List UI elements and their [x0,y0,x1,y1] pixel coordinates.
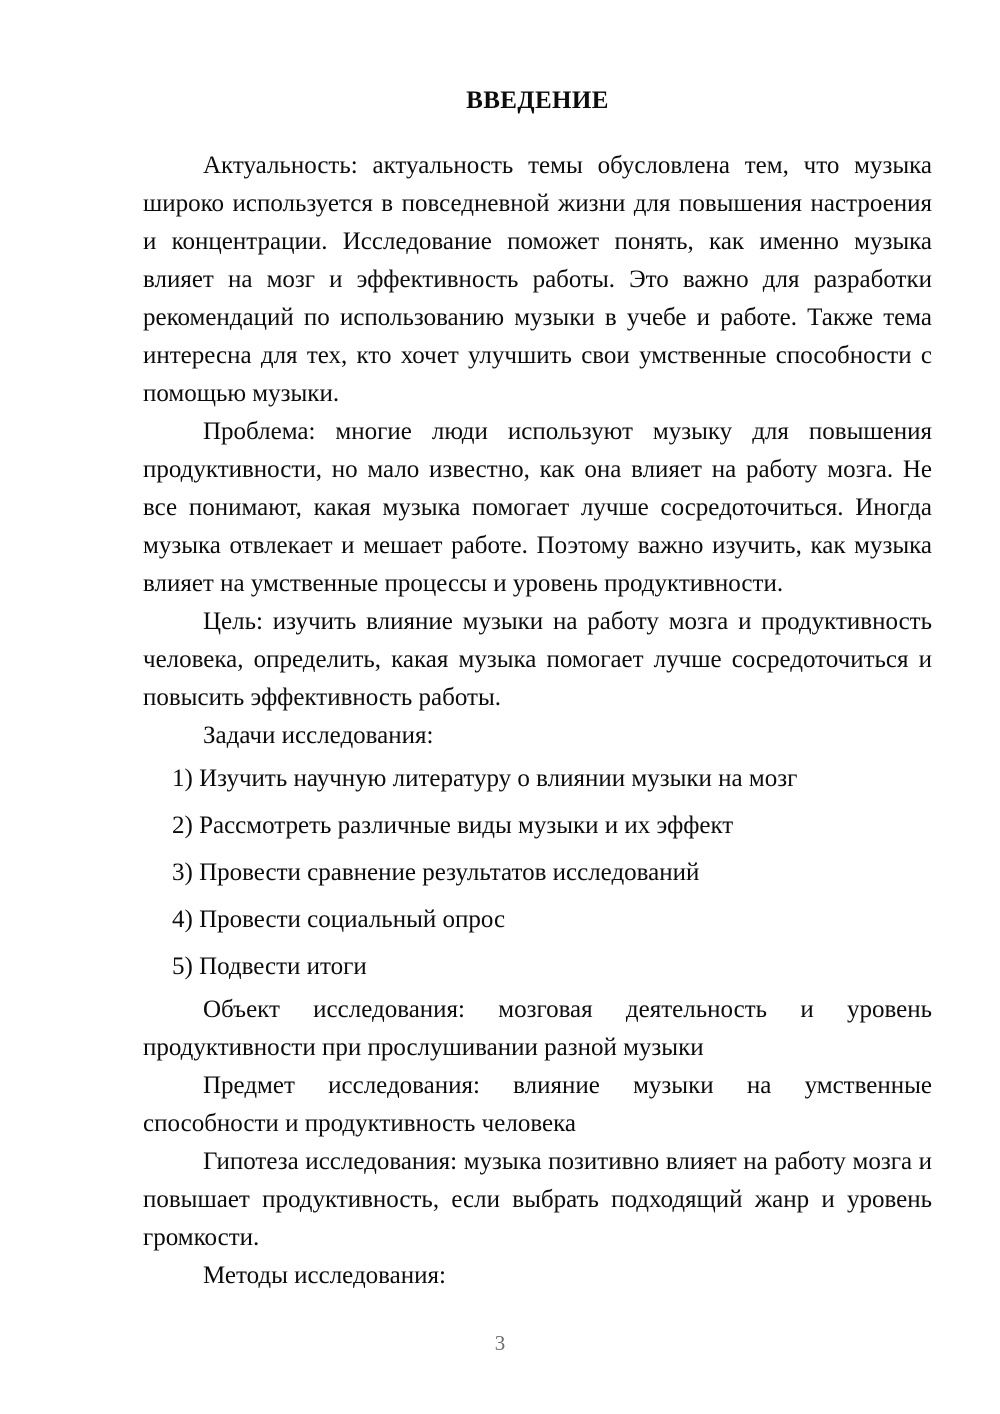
page-title: ВВЕДЕНИЕ [466,87,609,114]
list-item: 5) Подвести итоги [172,953,367,980]
heading-metody: Методы исследования: [203,1262,446,1289]
document-body [143,88,932,1295]
heading-zadachi: Задачи исследования: [203,722,434,749]
list-item: 2) Рассмотреть различные виды музыки и их эффект [172,812,734,839]
paragraph-problema: Проблема: многие люди используют музыку для повышения продуктивности, но мало известно, как она влияет на работу мозга. Не все понимают, какая музыка помогает лучше сосредоточиться. Иногда музыка отвлекает и мешает работе. Поэтому важно изучить, как музыка влияет на умственные процессы и уровень продуктивности. [143,418,932,597]
paragraph-predmet: Предмет исследования: влияние музыки на умственные способности и продуктивность человека [143,1072,932,1137]
list-item: 4) Провести социальный опрос [172,906,506,933]
page-number: 3 [494,1331,506,1355]
paragraph-obekt: Объект исследования: мозговая деятельность и уровень продуктивности при прослушивании разной музыки [143,996,932,1061]
list-item: 3) Провести сравнение результатов исследований [172,859,700,886]
tasks-list [143,755,932,990]
paragraph-cel: Цель: изучить влияние музыки на работу мозга и продуктивность человека, определить, какая музыка помогает лучше сосредоточиться и повысить эффективность работы. [143,608,932,711]
list-item: 1) Изучить научную литературу о влиянии музыки на мозг [172,765,798,792]
paragraph-gipoteza: Гипотеза исследования: музыка позитивно влияет на работу мозга и повышает продуктивность, если выбрать подходящий жанр и уровень громкости. [143,1148,932,1251]
paragraph-aktualnost: Актуальность: актуальность темы обусловлена тем, что музыка широко используется в повседневной жизни для повышения настроения и концентрации. Исследование поможет понять, как именно музыка влияет на мозг и эффективность работы. Это важно для разработки рекомендаций по использованию музыки в учебе и работе. Также тема интересна для тех, кто хочет улучшить свои умственные способности с помощью музыки. [143,152,932,407]
